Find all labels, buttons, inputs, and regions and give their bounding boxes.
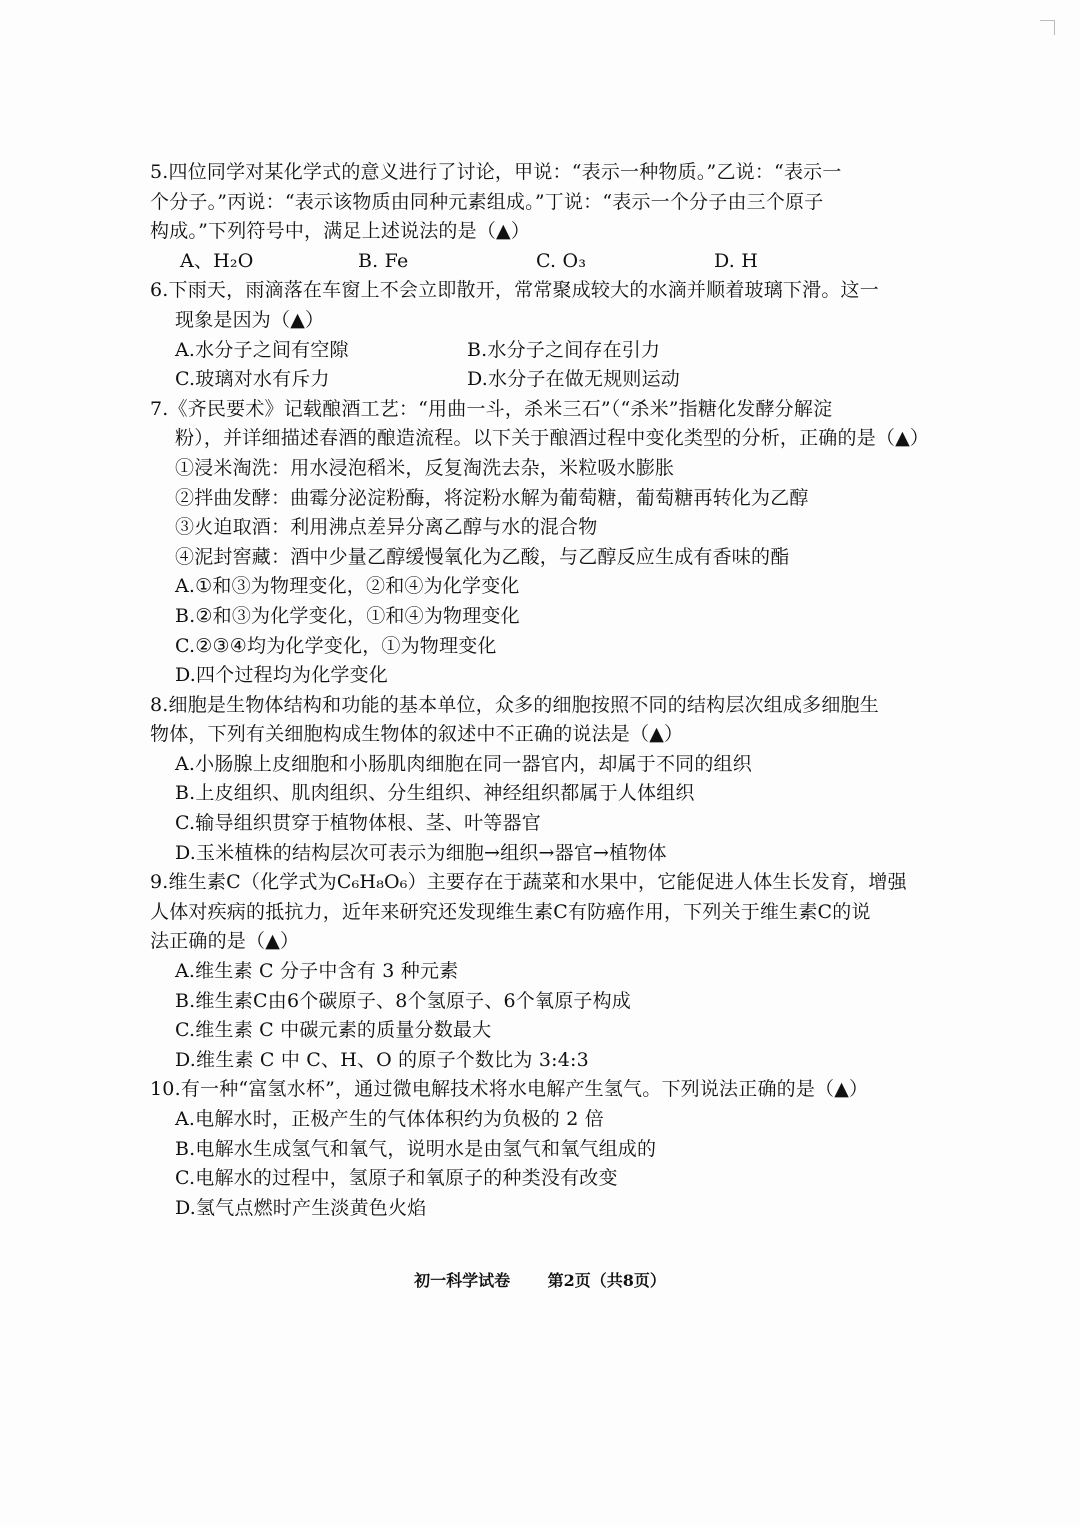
question-5-options	[150, 247, 960, 277]
question-6-options-row-1	[150, 336, 960, 366]
question-10-option-c: C.电解水的过程中，氢原子和氧原子的种类没有改变	[175, 1167, 618, 1190]
question-5	[150, 158, 960, 276]
question-6	[150, 276, 960, 394]
question-7-step-3: ③火迫取酒：利用沸点差异分离乙醇与水的混合物	[175, 516, 598, 539]
question-6-option-a: A.水分子之间有空隙	[175, 338, 349, 361]
question-10-line-1: 10.有一种“富氢水杯”，通过微电解技术将水电解产生氢气。下列说法正确的是（▲）	[150, 1078, 869, 1101]
question-7	[150, 395, 960, 691]
question-7-line-1: 7.《齐民要术》记载酿酒工艺：“用曲一斗，杀米三石”（“杀米”指糖化发酵分解淀	[150, 397, 833, 420]
question-7-step-4: ④泥封窖藏：酒中少量乙醇缓慢氧化为乙酸，与乙醇反应生成有香味的酯	[175, 545, 790, 568]
page-footer	[0, 1268, 1080, 1291]
question-9-option-a: A.维生素 C 分子中含有 3 种元素	[175, 960, 459, 983]
footer-page-info: 第2页（共8页）	[547, 1271, 666, 1290]
question-9-option-c: C.维生素 C 中碳元素的质量分数最大	[175, 1019, 492, 1042]
question-8-option-d: D.玉米植株的结构层次可表示为细胞→组织→器官→植物体	[175, 841, 667, 864]
question-5-line-1: 5.四位同学对某化学式的意义进行了讨论，甲说：“表示一种物质。”乙说：“表示一	[150, 161, 842, 183]
question-5-option-c: C. O₃	[536, 249, 587, 272]
question-8-option-a: A.小肠腺上皮细胞和小肠肌肉细胞在同一器官内，却属于不同的组织	[175, 752, 752, 775]
question-9	[150, 868, 960, 1075]
question-7-option-b: B.②和③为化学变化，①和④为物理变化	[175, 604, 520, 627]
question-10-option-b: B.电解水生成氢气和氧气，说明水是由氢气和氧气组成的	[175, 1137, 657, 1160]
question-9-line-2: 人体对疾病的抵抗力，近年来研究还发现维生素C有防癌作用，下列关于维生素C的说	[150, 900, 871, 923]
question-8	[150, 691, 960, 869]
question-7-option-a: A.①和③为物理变化，②和④为化学变化	[175, 575, 520, 598]
question-9-line-3: 法正确的是（▲）	[150, 930, 300, 953]
question-6-option-d: D.水分子在做无规则运动	[467, 368, 680, 391]
question-6-option-b: B.水分子之间存在引力	[467, 338, 661, 361]
question-7-option-c: C.②③④均为化学变化，①为物理变化	[175, 634, 497, 657]
question-9-option-b: B.维生素C由6个碳原子、8个氢原子、6个氧原子构成	[175, 989, 632, 1012]
question-7-option-d: D.四个过程均为化学变化	[175, 664, 388, 687]
question-10-option-a: A.电解水时，正极产生的气体体积约为负极的 2 倍	[175, 1108, 604, 1130]
question-8-option-b: B.上皮组织、肌肉组织、分生组织、神经组织都属于人体组织	[175, 782, 695, 805]
question-8-option-c: C.输导组织贯穿于植物体根、茎、叶等器官	[175, 812, 541, 835]
question-7-line-2: 粉），并详细描述春酒的酿造流程。以下关于酿酒过程中变化类型的分析，正确的是（▲）	[175, 427, 930, 450]
question-9-option-d: D.维生素 C 中 C、H、O 的原子个数比为 3:4:3	[175, 1048, 589, 1071]
question-5-option-d: D. H	[714, 249, 759, 272]
question-6-option-c: C.玻璃对水有斥力	[175, 368, 330, 391]
question-5-line-2: 个分子。”丙说：“表示该物质由同种元素组成。”丁说：“表示一个分子由三个原子	[150, 190, 824, 213]
question-10	[150, 1075, 960, 1223]
question-8-line-1: 8.细胞是生物体结构和功能的基本单位，众多的细胞按照不同的结构层次组成多细胞生	[150, 693, 879, 716]
question-6-line-1: 6.下雨天，雨滴落在车窗上不会立即散开，常常聚成较大的水滴并顺着玻璃下滑。这一	[150, 279, 879, 302]
exam-content	[150, 158, 960, 1223]
question-10-option-d: D.氢气点燃时产生淡黄色火焰	[175, 1196, 427, 1219]
question-7-step-1: ①浸米淘洗：用水浸泡稻米，反复淘洗去杂，米粒吸水膨胀	[175, 456, 675, 479]
question-6-line-2: 现象是因为（▲）	[175, 308, 325, 331]
question-7-step-2: ②拌曲发酵：曲霉分泌淀粉酶，将淀粉水解为葡萄糖，葡萄糖再转化为乙醇	[175, 486, 809, 509]
question-9-line-1: 9.维生素C（化学式为C₆H₈O₆）主要存在于蔬菜和水果中，它能促进人体生长发育，增强	[150, 871, 907, 894]
footer-paper-name: 初一科学试卷	[414, 1271, 511, 1290]
question-5-option-a: A、H₂O	[180, 249, 254, 272]
question-8-line-2: 物体，下列有关细胞构成生物体的叙述中不正确的说法是（▲）	[150, 723, 684, 746]
question-5-line-3: 构成。”下列符号中，满足上述说法的是（▲）	[150, 220, 531, 243]
question-6-options-row-2	[150, 365, 960, 395]
scan-corner-mark	[1040, 20, 1055, 35]
question-5-option-b: B. Fe	[358, 249, 409, 272]
